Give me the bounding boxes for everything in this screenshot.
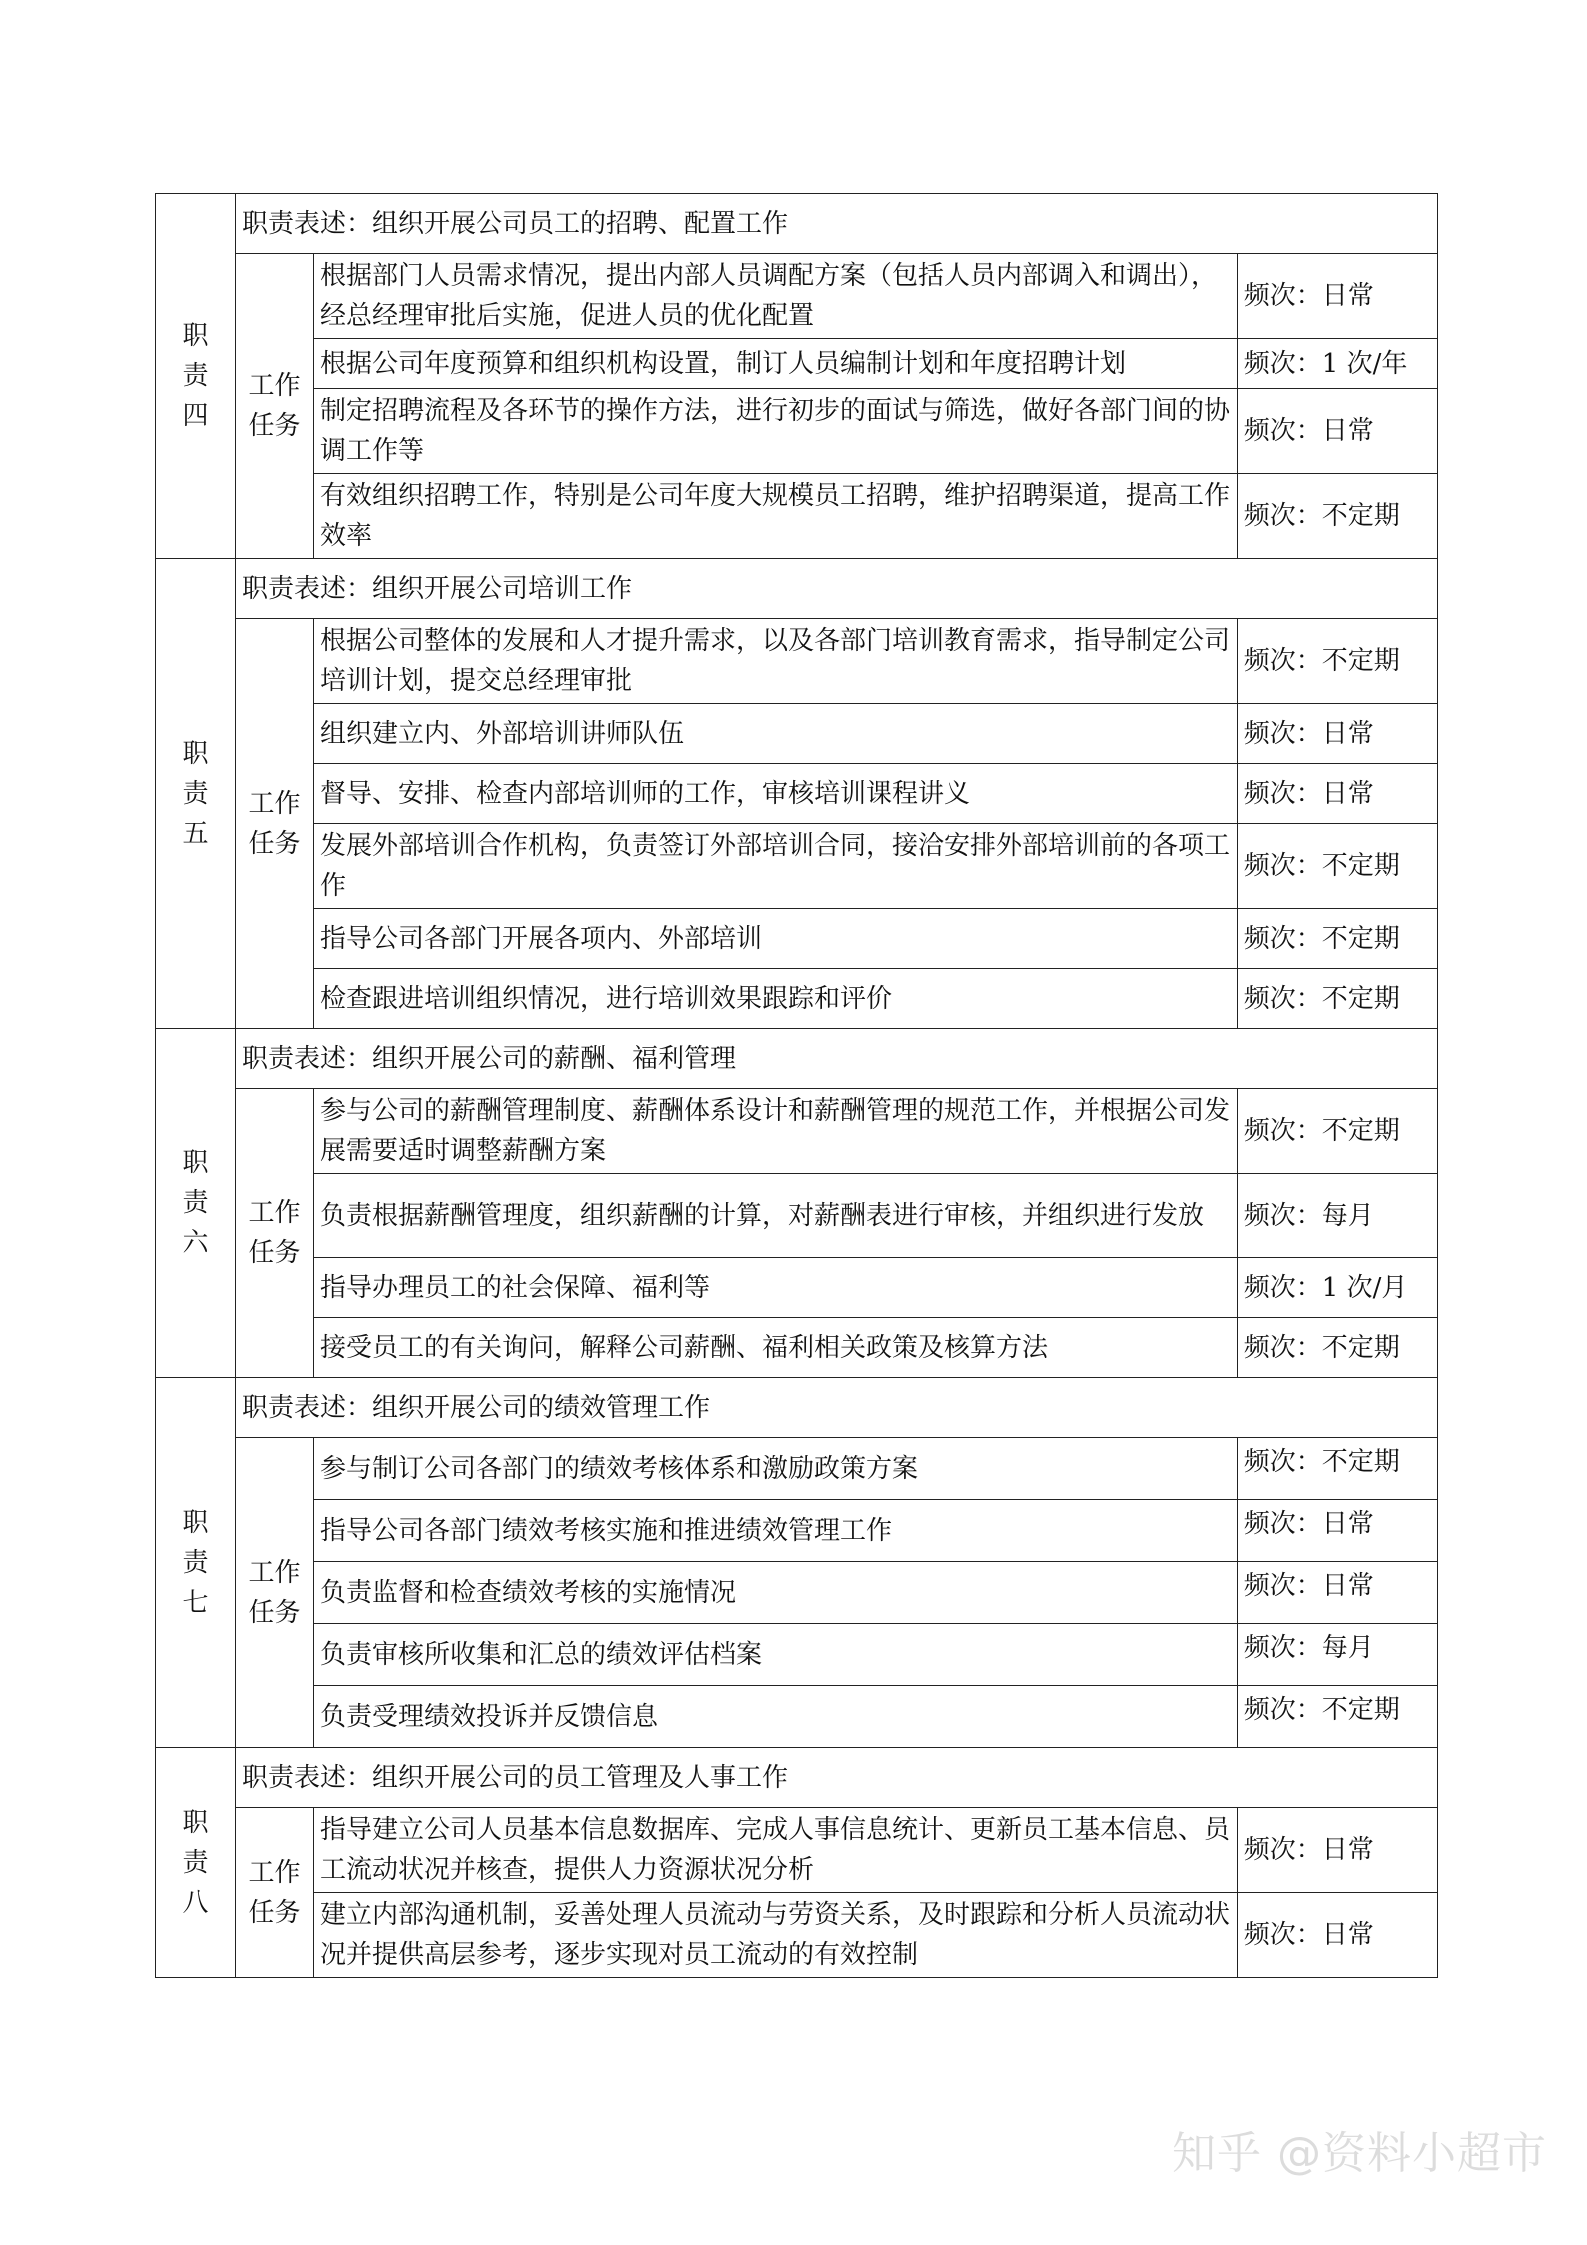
task-frequency: 频次：不定期 xyxy=(1237,824,1437,909)
task-frequency: 频次：不定期 xyxy=(1237,474,1437,559)
watermark: 知乎 @资料小超市 xyxy=(1172,2128,1547,2179)
task-label-cell xyxy=(236,619,314,1029)
duty-label: 职责六 xyxy=(182,1148,209,1258)
task-text: 根据公司整体的发展和人才提升需求，以及各部门培训教育需求，指导制定公司培训计划，提交总经理审批 xyxy=(313,619,1237,704)
task-row xyxy=(156,389,1438,474)
task-row xyxy=(156,1500,1438,1562)
task-text: 有效组织招聘工作，特别是公司年度大规模员工招聘，维护招聘渠道，提高工作效率 xyxy=(313,474,1237,559)
duty-label: 职责五 xyxy=(182,738,209,849)
duty-description: 职责表述：组织开展公司的绩效管理工作 xyxy=(236,1378,1438,1438)
task-row xyxy=(156,824,1438,909)
duty-table-body xyxy=(156,194,1438,1978)
task-frequency: 频次：日常 xyxy=(1237,254,1437,339)
task-text: 参与制订公司各部门的绩效考核体系和激励政策方案 xyxy=(313,1438,1237,1500)
duty-desc-row xyxy=(156,559,1438,619)
task-frequency: 频次：日常 xyxy=(1237,1562,1437,1624)
duty-label-cell xyxy=(156,194,236,559)
task-frequency: 频次：每月 xyxy=(1237,1624,1437,1686)
duty-desc-row xyxy=(156,1378,1438,1438)
task-text: 根据公司年度预算和组织机构设置，制订人员编制计划和年度招聘计划 xyxy=(313,339,1237,389)
task-text: 制定招聘流程及各环节的操作方法，进行初步的面试与筛选，做好各部门间的协调工作等 xyxy=(313,389,1237,474)
task-frequency: 频次：不定期 xyxy=(1237,1089,1437,1174)
duty-label: 职责四 xyxy=(182,321,209,431)
task-row xyxy=(156,339,1438,389)
task-text: 负责根据薪酬管理度，组织薪酬的计算，对薪酬表进行审核，并组织进行发放 xyxy=(313,1174,1237,1258)
task-text: 指导建立公司人员基本信息数据库、完成人事信息统计、更新员工基本信息、员工流动状况并核查，提供人力资源状况分析 xyxy=(313,1808,1237,1893)
task-text: 参与公司的薪酬管理制度、薪酬体系设计和薪酬管理的规范工作，并根据公司发展需要适时调整薪酬方案 xyxy=(313,1089,1237,1174)
task-frequency: 频次：1 次/年 xyxy=(1237,339,1437,389)
task-frequency: 频次：1 次/月 xyxy=(1237,1258,1437,1318)
task-frequency: 频次：不定期 xyxy=(1237,909,1437,969)
task-text: 接受员工的有关询问，解释公司薪酬、福利相关政策及核算方法 xyxy=(313,1318,1237,1378)
task-label-cell xyxy=(236,1808,314,1978)
task-label: 工作任务 xyxy=(248,1557,301,1628)
task-frequency: 频次：日常 xyxy=(1237,389,1437,474)
task-text: 指导公司各部门绩效考核实施和推进绩效管理工作 xyxy=(313,1500,1237,1562)
task-row xyxy=(156,764,1438,824)
task-label-cell xyxy=(236,1438,314,1748)
task-frequency: 频次：日常 xyxy=(1237,1893,1437,1978)
duty-description: 职责表述：组织开展公司员工的招聘、配置工作 xyxy=(236,194,1438,254)
task-text: 发展外部培训合作机构，负责签订外部培训合同，接洽安排外部培训前的各项工作 xyxy=(313,824,1237,909)
task-frequency: 频次：日常 xyxy=(1237,1500,1437,1562)
task-frequency: 频次：日常 xyxy=(1237,1808,1437,1893)
task-frequency: 频次：不定期 xyxy=(1237,969,1437,1029)
task-row xyxy=(156,1808,1438,1893)
duty-table xyxy=(155,193,1438,1978)
task-text: 检查跟进培训组织情况，进行培训效果跟踪和评价 xyxy=(313,969,1237,1029)
task-label-cell xyxy=(236,254,314,559)
duty-label-cell xyxy=(156,1378,236,1748)
duty-desc-row xyxy=(156,1029,1438,1089)
task-row xyxy=(156,1318,1438,1378)
task-text: 指导办理员工的社会保障、福利等 xyxy=(313,1258,1237,1318)
task-row xyxy=(156,1174,1438,1258)
duty-label-cell xyxy=(156,1029,236,1378)
task-row xyxy=(156,619,1438,704)
task-label: 工作任务 xyxy=(248,1857,301,1928)
task-row xyxy=(156,909,1438,969)
duty-desc-row xyxy=(156,194,1438,254)
task-row xyxy=(156,1686,1438,1748)
task-text: 根据部门人员需求情况，提出内部人员调配方案（包括人员内部调入和调出），经总经理审批后实施，促进人员的优化配置 xyxy=(313,254,1237,339)
task-row xyxy=(156,1438,1438,1500)
duty-description: 职责表述：组织开展公司培训工作 xyxy=(236,559,1438,619)
duty-description: 职责表述：组织开展公司的员工管理及人事工作 xyxy=(236,1748,1438,1808)
task-frequency: 频次：不定期 xyxy=(1237,1318,1437,1378)
task-row xyxy=(156,254,1438,339)
task-row xyxy=(156,704,1438,764)
task-frequency: 频次：不定期 xyxy=(1237,619,1437,704)
duty-label-cell xyxy=(156,1748,236,1978)
task-frequency: 频次：不定期 xyxy=(1237,1686,1437,1748)
task-frequency: 频次：每月 xyxy=(1237,1174,1437,1258)
task-text: 负责监督和检查绩效考核的实施情况 xyxy=(313,1562,1237,1624)
task-frequency: 频次：日常 xyxy=(1237,704,1437,764)
task-label: 工作任务 xyxy=(248,371,301,441)
duty-label-cell xyxy=(156,559,236,1029)
task-text: 组织建立内、外部培训讲师队伍 xyxy=(313,704,1237,764)
task-text: 负责受理绩效投诉并反馈信息 xyxy=(313,1686,1237,1748)
task-text: 指导公司各部门开展各项内、外部培训 xyxy=(313,909,1237,969)
task-row xyxy=(156,474,1438,559)
task-label-cell xyxy=(236,1089,314,1378)
task-label: 工作任务 xyxy=(248,1198,301,1268)
task-row xyxy=(156,1089,1438,1174)
task-row xyxy=(156,1624,1438,1686)
duty-description: 职责表述：组织开展公司的薪酬、福利管理 xyxy=(236,1029,1438,1089)
task-frequency: 频次：日常 xyxy=(1237,764,1437,824)
task-row xyxy=(156,1258,1438,1318)
task-label: 工作任务 xyxy=(248,788,301,859)
task-row xyxy=(156,1893,1438,1978)
task-row xyxy=(156,1562,1438,1624)
task-text: 建立内部沟通机制，妥善处理人员流动与劳资关系，及时跟踪和分析人员流动状况并提供高层参考，逐步实现对员工流动的有效控制 xyxy=(313,1893,1237,1978)
duty-label: 职责七 xyxy=(182,1507,209,1618)
task-text: 督导、安排、检查内部培训师的工作，审核培训课程讲义 xyxy=(313,764,1237,824)
task-frequency: 频次：不定期 xyxy=(1237,1438,1437,1500)
task-text: 负责审核所收集和汇总的绩效评估档案 xyxy=(313,1624,1237,1686)
duty-desc-row xyxy=(156,1748,1438,1808)
duty-label: 职责八 xyxy=(182,1807,209,1918)
task-row xyxy=(156,969,1438,1029)
